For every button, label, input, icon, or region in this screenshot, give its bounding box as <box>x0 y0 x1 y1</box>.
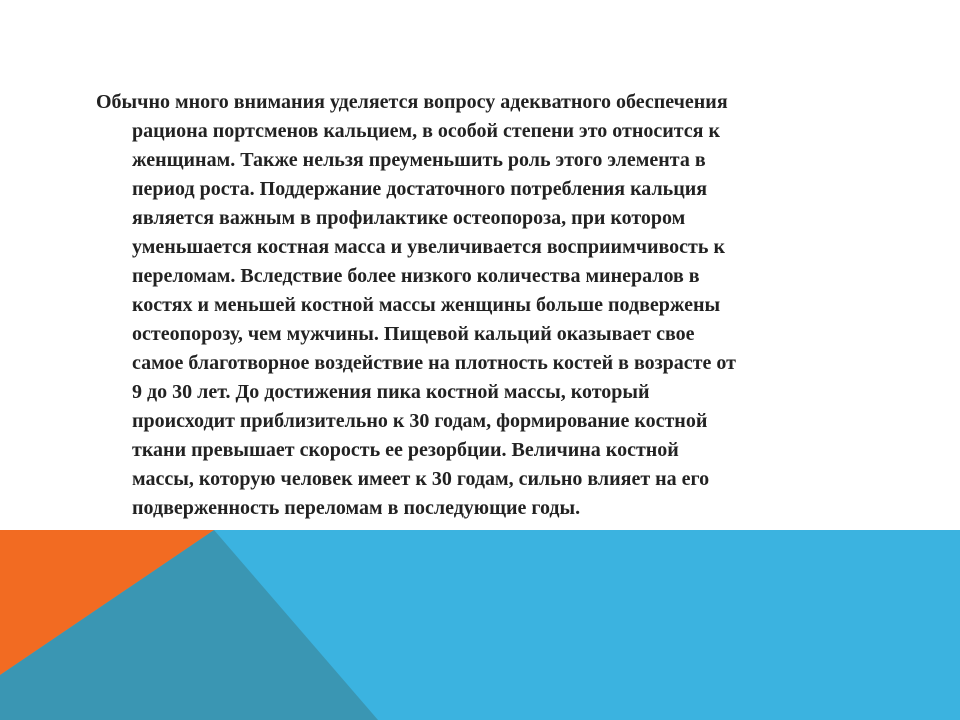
slide-body-text: Обычно много внимания уделяется вопросу адекватного обеспечения рациона портсменов кальцием, в особой степени это относится к женщинам. Также нельзя преуменьшить роль этого элемента в период роста. Поддержание достаточного потребления кальция является важным в профилактике остеопороза, при котором уменьшается костная масса и увеличивается восприимчивость к переломам. Вследствие более низкого количества минералов в костях и меньшей костной массы женщины больше подвержены остеопорозу, чем мужчины. Пищевой кальций оказывает свое самое благотворное воздействие на плотность костей в возрасте от 9 до 30 лет. До достижения пика костной массы, который происходит приблизительно к 30 годам, формирование костной ткани превышает скорость ее резорбции. Величина костной массы, которую человек имеет к 30 годам, сильно влияет на его подверженность переломам в последующие годы. <box>96 91 736 519</box>
